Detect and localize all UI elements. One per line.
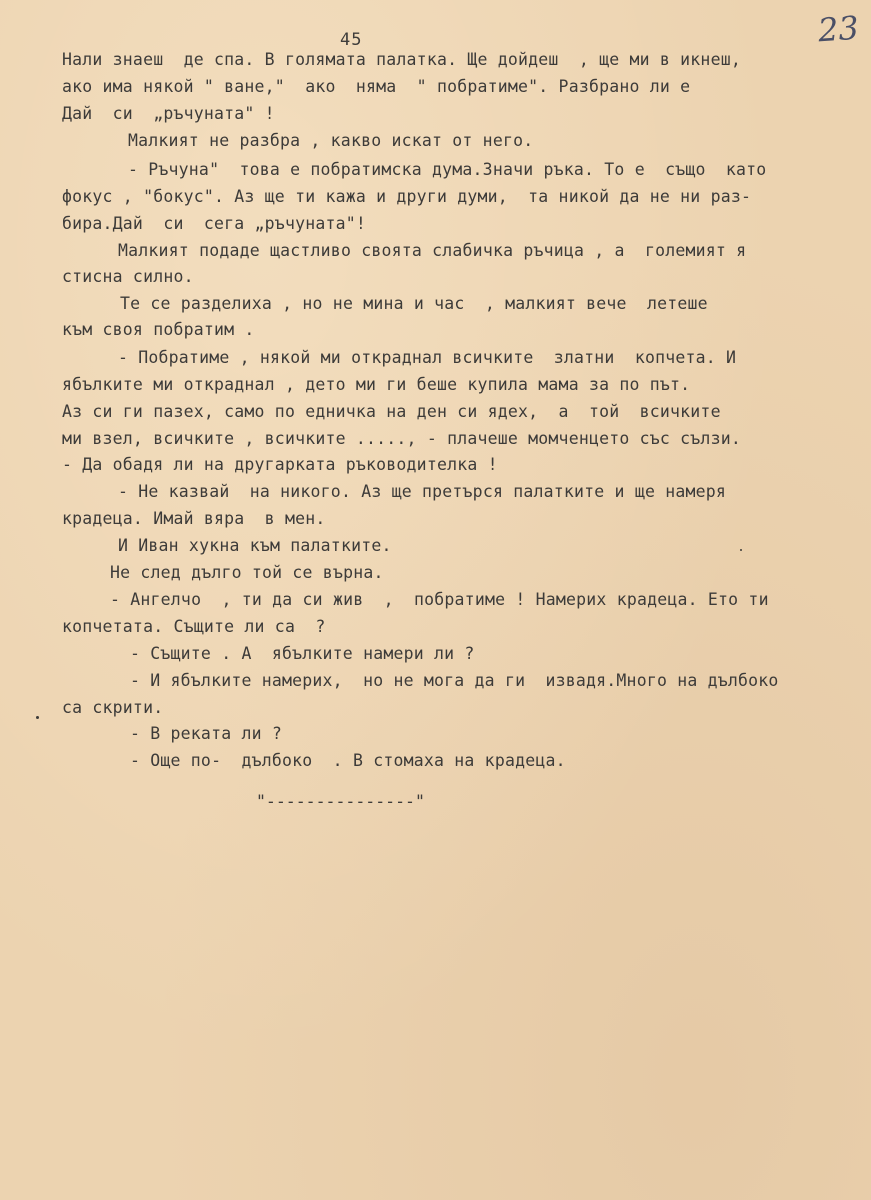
text-line: - Да обадя ли на другарката ръководителка !	[62, 455, 498, 474]
text-line: Нали знаеш де спа. В голямата палатка. Ще дойдеш , ще ми в икнеш,	[62, 50, 741, 69]
text-line: крадеца. Имай вяра в мен.	[62, 509, 326, 528]
text-line: към своя побратим .	[62, 320, 255, 339]
text-line: бира.Дай си сега „ръчуната"!	[62, 214, 367, 233]
text-line: Дай си „ръчуната" !	[62, 104, 275, 123]
text-line: ако има някой " ване," ако няма " побратиме". Разбрано ли е	[62, 77, 691, 96]
text-line: фокус , "бокус". Аз ще ти кажа и други думи, та никой да не ни раз-	[62, 187, 752, 206]
text-line: стисна силно.	[62, 267, 194, 286]
text-line: - Ръчуна" това е побратимска дума.Значи ръка. То е също като	[128, 160, 767, 179]
text-line: Малкият подаде щастливо своята слабичка ръчица , а големият я	[118, 241, 747, 260]
text-line: Не след дълго той се върна.	[110, 563, 384, 582]
text-line: - Още по- дълбоко . В стомаха на крадеца.	[130, 751, 566, 770]
text-line: ми взел, всичките , всичките ....., - плачеше момченцето със сълзи.	[62, 429, 741, 448]
text-line: - Същите . А ябълките намери ли ?	[130, 644, 475, 663]
folio-number-handwritten: 23	[816, 8, 860, 50]
ink-speck	[36, 716, 39, 719]
page-number: 45	[340, 30, 363, 50]
text-line: - Не казвай на никого. Аз ще претърся палатките и ще намеря	[118, 482, 727, 501]
ink-speck	[740, 549, 742, 551]
text-line: - В реката ли ?	[130, 724, 283, 743]
section-divider: "---------------"	[256, 792, 425, 811]
text-line: Малкият не разбра , какво искат от него.	[128, 131, 534, 150]
text-line: Те се разделиха , но не мина и час , малкият вече летеше	[120, 294, 708, 313]
text-line: Аз си ги пазех, само по едничка на ден си ядех, а той всичките	[62, 402, 721, 421]
text-line: ябълките ми откраднал , дето ми ги беше купила мама за по път.	[62, 375, 691, 394]
text-line: са скрити.	[62, 698, 164, 717]
text-line: - И ябълките намерих, но не мога да ги извадя.Много на дълбоко	[130, 671, 779, 690]
text-line: - Ангелчо , ти да си жив , побратиме ! Намерих крадеца. Ето ти	[110, 590, 769, 609]
text-line: И Иван хукна към палатките.	[118, 536, 392, 555]
text-line: - Побратиме , някой ми откраднал всичките златни копчета. И	[118, 348, 737, 367]
text-line: копчетата. Същите ли са ?	[62, 617, 326, 636]
